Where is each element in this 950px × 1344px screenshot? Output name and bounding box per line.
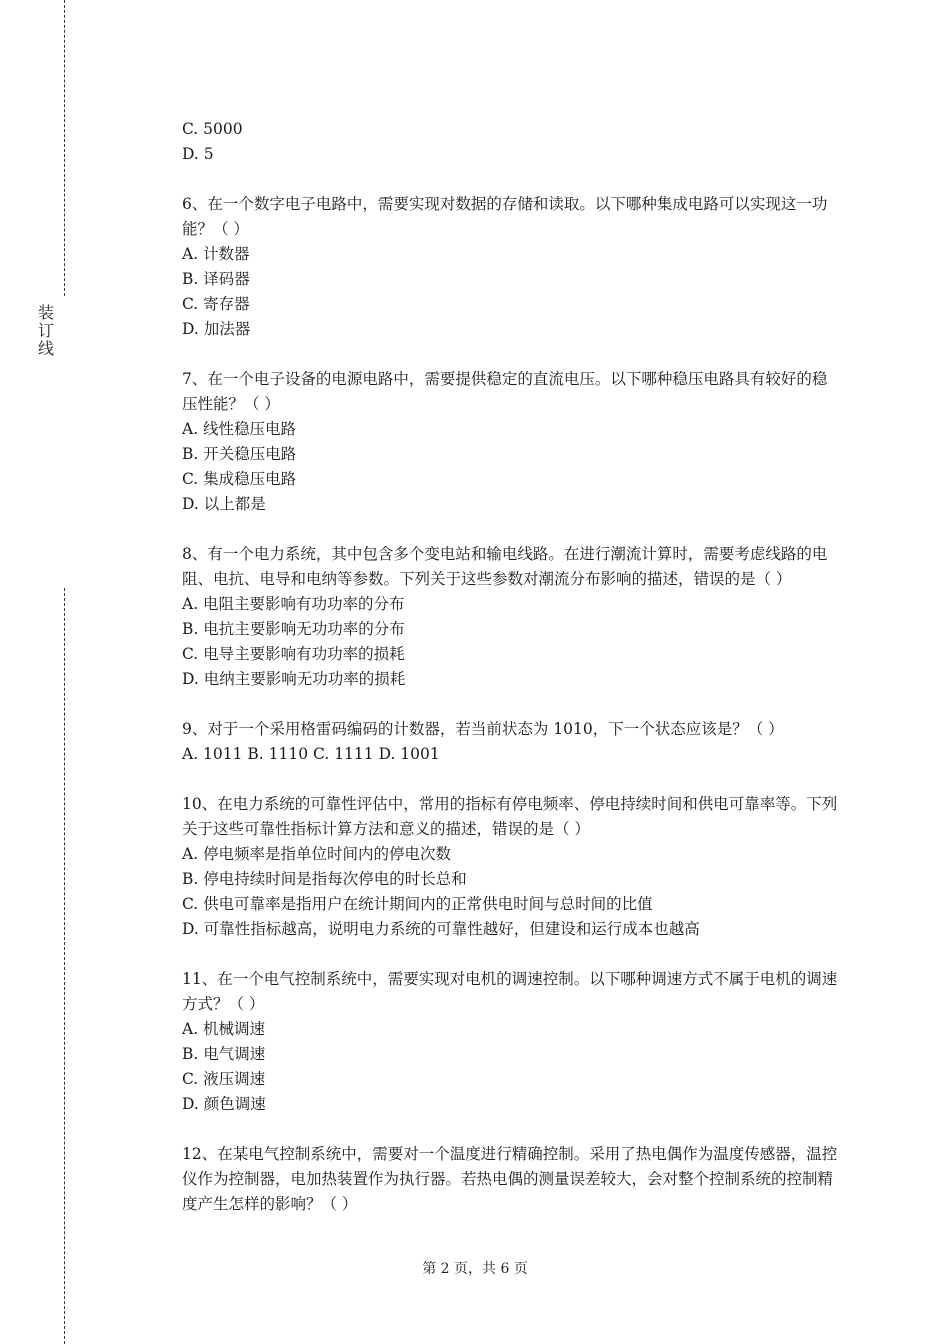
binding-label-char: 装 xyxy=(37,303,54,322)
question-6 xyxy=(182,192,842,342)
question-content xyxy=(182,117,842,1242)
page-number: 第 2 页，共 6 页 xyxy=(422,1261,528,1277)
option: A. 计数器 xyxy=(182,245,250,263)
question-stem: 11、在一个电气控制系统中，需要实现对电机的调速控制。以下哪种调速方式不属于电机的调速方式？（ ） xyxy=(182,970,838,1013)
option: D. 电纳主要影响无功功率的损耗 xyxy=(182,670,406,688)
option: C. 寄存器 xyxy=(182,295,250,313)
question-8 xyxy=(182,542,842,692)
option: B. 电气调速 xyxy=(182,1045,266,1063)
option: A. 电阻主要影响有功功率的分布 xyxy=(182,595,405,613)
option: B. 开关稳压电路 xyxy=(182,445,297,463)
question-10 xyxy=(182,792,842,942)
question-stem: 7、在一个电子设备的电源电路中，需要提供稳定的直流电压。以下哪种稳压电路具有较好的稳压性能？（ ） xyxy=(182,370,828,413)
question-stem: 8、有一个电力系统，其中包含多个变电站和输电线路。在进行潮流计算时，需要考虑线路的电阻、电抗、电导和电纳等参数。下列关于这些参数对潮流分布影响的描述，错误的是（ ） xyxy=(182,545,828,588)
option: C. 液压调速 xyxy=(182,1070,266,1088)
binding-label-char: 线 xyxy=(37,339,54,358)
option: B. 译码器 xyxy=(182,270,250,288)
binding-label-char: 订 xyxy=(37,321,54,340)
option: A. 停电频率是指单位时间内的停电次数 xyxy=(182,845,452,863)
option: C. 集成稳压电路 xyxy=(182,470,297,488)
binding-line-top xyxy=(64,0,65,296)
option: B. 停电持续时间是指每次停电的时长总和 xyxy=(182,870,467,888)
option: C. 电导主要影响有功功率的损耗 xyxy=(182,645,405,663)
option: D. 加法器 xyxy=(182,320,251,338)
option: D. 以上都是 xyxy=(182,495,266,513)
question-stem: 9、对于一个采用格雷码编码的计数器，若当前状态为 1010，下一个状态应该是？（ ） xyxy=(182,720,784,738)
continued-options xyxy=(182,117,842,167)
question-7 xyxy=(182,367,842,517)
question-stem: 12、在某电气控制系统中，需要对一个温度进行精确控制。采用了热电偶作为温度传感器，温控仪作为控制器，电加热装置作为执行器。若热电偶的测量误差较大，会对整个控制系统的控制精度产生怎样的影响？（ ） xyxy=(182,1145,838,1213)
question-stem: 10、在电力系统的可靠性评估中，常用的指标有停电频率、停电持续时间和供电可靠率等。下列关于这些可靠性指标计算方法和意义的描述，错误的是（ ） xyxy=(182,795,838,838)
option: C. 5000 xyxy=(182,120,243,138)
question-9 xyxy=(182,717,842,767)
question-stem: 6、在一个数字电子电路中，需要实现对数据的存储和读取。以下哪种集成电路可以实现这一功能？（ ） xyxy=(182,195,828,238)
question-12 xyxy=(182,1142,842,1217)
binding-line-bottom xyxy=(64,588,65,1344)
option: A. 机械调速 xyxy=(182,1020,266,1038)
option: D. 5 xyxy=(182,145,214,163)
option: C. 供电可靠率是指用户在统计期间内的正常供电时间与总时间的比值 xyxy=(182,895,653,913)
option: D. 颜色调速 xyxy=(182,1095,266,1113)
option: D. 可靠性指标越高，说明电力系统的可靠性越好，但建设和运行成本也越高 xyxy=(182,920,700,938)
inline-options: A. 1011 B. 1110 C. 1111 D. 1001 xyxy=(182,745,440,763)
option: A. 线性稳压电路 xyxy=(182,420,297,438)
option: B. 电抗主要影响无功功率的分布 xyxy=(182,620,405,638)
binding-label xyxy=(36,304,56,358)
question-11 xyxy=(182,967,842,1117)
